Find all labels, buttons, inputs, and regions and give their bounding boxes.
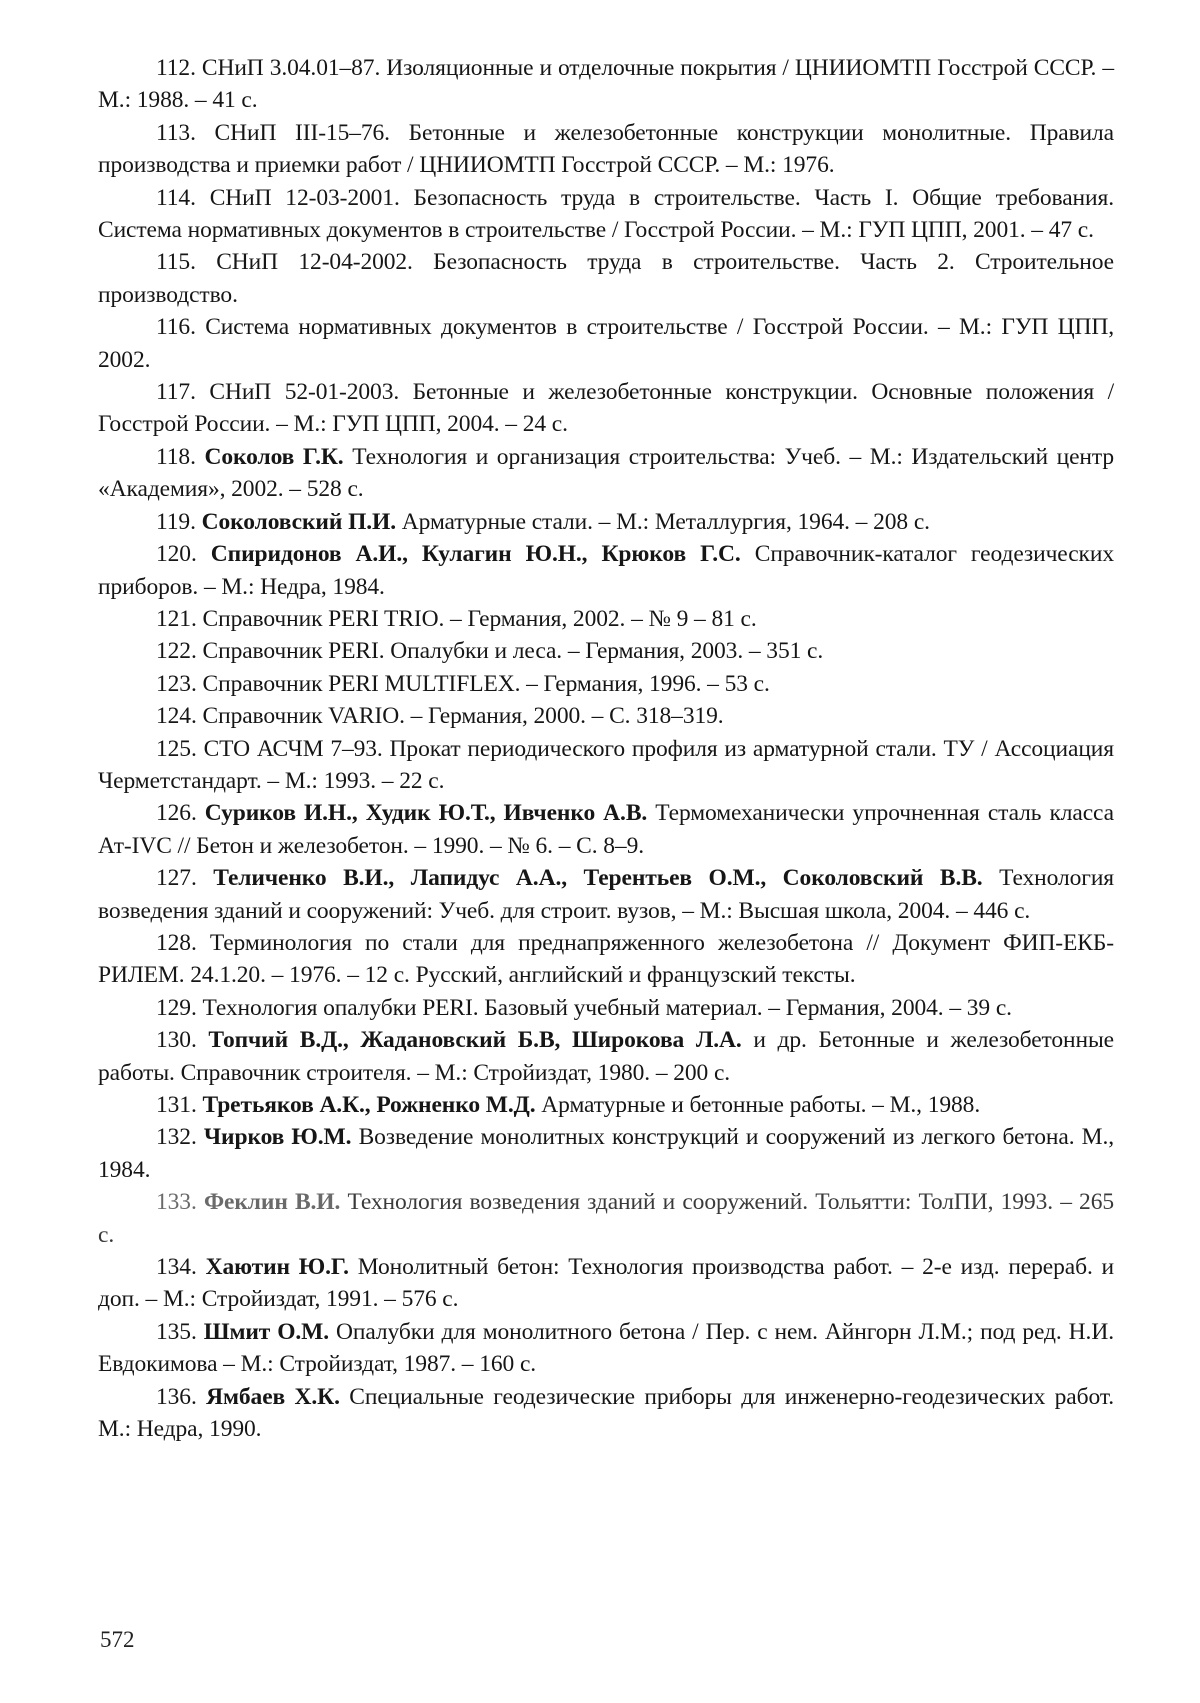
reference-number: 126. [156,800,197,827]
reference-authors: Третьяков А.К., Рожненко М.Д. [202,1092,536,1118]
reference-item [98,311,1114,376]
reference-text: Справочник PERI. Опалубки и леса. – Германия, 2003. – 351 с. [202,638,824,665]
reference-number: 120. [156,541,197,568]
page-number: 572 [100,1627,135,1652]
reference-text: Технология и организация строительства: Учеб. – М.: Издательский центр «Академия», 2002. – 528 с. [98,443,1114,503]
reference-number: 124. [156,703,197,730]
reference-number: 123. [156,670,197,697]
reference-item [98,797,1114,862]
reference-text: Технология возведения зданий и сооружений. Тольятти: ТолПИ, 1993. – 265 с. [98,1189,1114,1248]
reference-number: 136. [156,1383,197,1410]
reference-item [98,862,1114,927]
reference-text: Монолитный бетон: Технология производства работ. – 2-е изд. перераб. и доп. – М.: Стройиздат, 1991. – 576 с. [98,1254,1115,1313]
reference-item [98,1121,1114,1186]
reference-item [98,1316,1114,1381]
reference-number: 130. [156,1027,197,1054]
reference-number: 125. [156,735,197,762]
reference-text: Специальные геодезические приборы для инженерно-геодезических работ. М.: Недра, 1990. [98,1383,1115,1443]
reference-text: Технология возведения зданий и сооружений: Учеб. для строит. вузов, – М.: Высшая школа, 2004. – 446 с. [98,865,1115,924]
reference-authors: Хаютин Ю.Г. [205,1254,349,1281]
reference-item [98,1381,1114,1446]
reference-item [98,992,1114,1024]
reference-text: Возведение монолитных конструкций и сооружений из легкого бетона. М., 1984. [98,1124,1114,1183]
reference-text: СНиП 3.04.01–87. Изоляционные и отделочные покрытия / ЦНИИОМТП Госстрой СССР. – М.: 1988. – 41 с. [98,55,1114,114]
reference-item [98,52,1114,117]
reference-authors: Ямбаев Х.К. [206,1383,340,1410]
reference-item [98,1024,1114,1089]
reference-item [98,668,1114,700]
reference-text: Арматурные стали. – М.: Металлургия, 1964. – 208 с. [401,508,930,535]
reference-text: СНиП III-15–76. Бетонные и железобетонные конструкции монолитные. Правила производства и приемки работ / ЦНИИОМТП Госстрой СССР. – М.: 1976. [98,119,1114,179]
reference-number: 121. [156,605,197,632]
reference-text: Терминология по стали для преднапряженного железобетона // Документ ФИП-ЕКБ-РИЛЕМ. 24.1.20. – 1976. – 12 с. Русский, английский и французский тексты. [98,929,1114,989]
reference-text: Справочник-каталог геодезических приборов. – М.: Недра, 1984. [98,541,1114,600]
reference-text: СТО АСЧМ 7–93. Прокат периодического профиля из арматурной стали. ТУ / Ассоциация Черметстандарт. – М.: 1993. – 22 с. [98,735,1114,794]
reference-text: СНиП 12-04-2002. Безопасность труда в строительстве. Часть 2. Строительное производство. [98,249,1115,308]
reference-authors: Соколовский П.И. [201,508,396,535]
reference-authors: Шмит О.М. [203,1318,330,1345]
reference-number: 132. [156,1124,197,1151]
reference-item [98,927,1114,992]
reference-text: и др. Бетонные и железобетонные работы. Справочник строителя. – М.: Стройиздат, 1980. – 200 с. [98,1027,1115,1086]
reference-number: 129. [156,994,197,1021]
reference-number: 131. [156,1092,197,1118]
reference-authors: Суриков И.Н., Худик Ю.Т., Ивченко А.В. [204,800,648,827]
reference-item [98,441,1114,506]
reference-number: 113. [156,119,196,146]
reference-number: 119. [156,508,196,535]
reference-text: Арматурные и бетонные работы. – М., 1988. [541,1092,981,1118]
reference-number: 118. [156,443,196,470]
reference-item [98,376,1114,441]
reference-text: Справочник PERI TRIO. – Германия, 2002. – № 9 – 81 с. [202,605,757,632]
reference-number: 122. [156,638,197,665]
reference-item [98,700,1114,732]
reference-text: Опалубки для монолитного бетона / Пер. с нем. Айнгорн Л.М.; под ред. Н.И. Евдокимова – М.: Стройиздат, 1987. – 160 с. [98,1318,1114,1378]
reference-number: 128. [156,929,197,956]
reference-number: 115. [156,249,196,276]
reference-text: Справочник VARIO. – Германия, 2000. – С. 318–319. [202,703,724,730]
reference-item [98,603,1114,635]
reference-text: Технология опалубки PERI. Базовый учебный материал. – Германия, 2004. – 39 с. [202,994,1012,1021]
reference-list [98,52,1114,1445]
reference-text: Справочник PERI MULTIFLEX. – Германия, 1996. – 53 с. [202,670,770,697]
reference-item [98,182,1114,247]
reference-text: СНиП 52-01-2003. Бетонные и железобетонные конструкции. Основные положения / Госстрой России. – М.: ГУП ЦПП, 2004. – 24 с. [98,379,1115,438]
reference-number: 127. [156,865,197,892]
reference-text: СНиП 12-03-2001. Безопасность труда в строительстве. Часть I. Общие требования. Система нормативных документов в строительстве / Госстрой России. – М.: ГУП ЦПП, 2001. – 47 с. [98,184,1114,244]
reference-authors: Феклин В.И. [203,1189,341,1216]
reference-number: 133. [156,1189,197,1216]
reference-text: Термомеханически упрочненная сталь класса Ат-IVC // Бетон и железобетон. – 1990. – № 6. – С. 8–9. [98,800,1114,859]
reference-item [98,1251,1114,1316]
reference-item [98,1186,1114,1251]
reference-item [98,1089,1114,1121]
reference-item [98,506,1114,538]
reference-item [98,635,1114,667]
reference-number: 114. [156,184,196,211]
reference-item [98,538,1114,603]
reference-number: 116. [156,314,196,341]
reference-number: 112. [156,55,196,81]
reference-authors: Топчий В.Д., Жадановский Б.В, Широкова Л.А. [208,1027,742,1054]
reference-authors: Теличенко В.И., Лапидус А.А., Терентьев О.М., Соколовский В.В. [213,865,983,892]
reference-item [98,246,1114,311]
reference-number: 117. [156,379,196,406]
reference-item [98,733,1114,798]
reference-text: Система нормативных документов в строительстве / Госстрой России. – М.: ГУП ЦПП, 2002. [98,314,1114,373]
reference-number: 134. [156,1254,197,1281]
reference-item [98,117,1114,182]
reference-authors: Спиридонов А.И., Кулагин Ю.Н., Крюков Г.С. [210,541,741,568]
reference-authors: Чирков Ю.М. [203,1124,352,1151]
reference-authors: Соколов Г.К. [204,443,344,470]
reference-number: 135. [156,1318,197,1345]
